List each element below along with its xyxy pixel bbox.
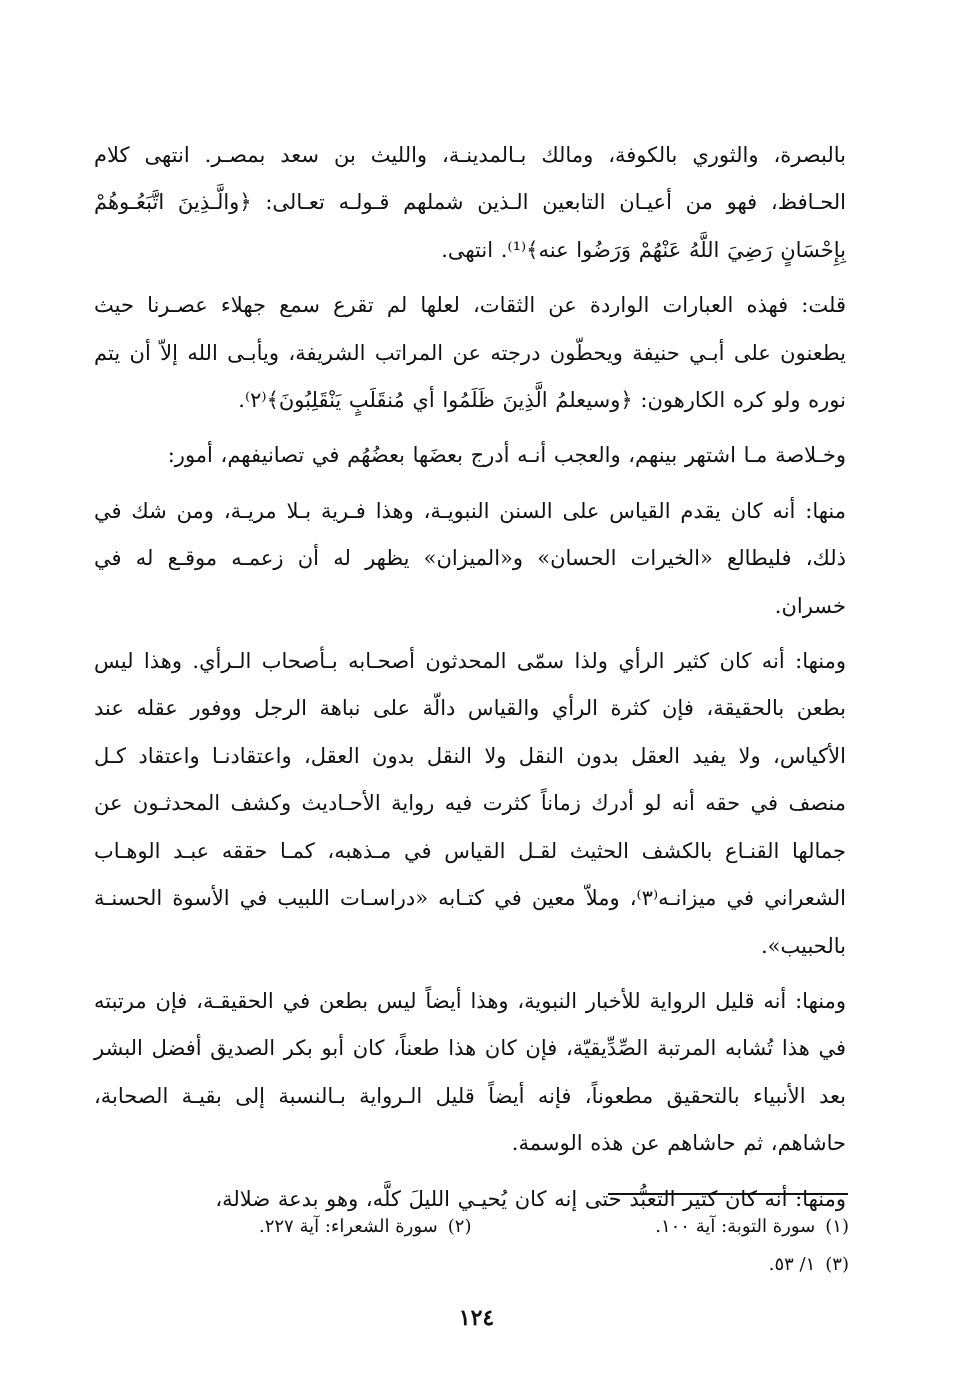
paragraph-5: ومنها: أنه كان كثير الرأي ولذا سمّى المحدثون أصحـابه بـأصحاب الـرأي. وهذا ليس بطعن بالحقيقة، فإن كثرة الرأي والقياس دالّة على نباهة الرجل ووفور عقله عند الأكياس، ولا يفيد العقل بدون النقل ولا النقل بدون العقل، واعتقادنـا واعتقاد كـل منصف في حقه أنه لو أدرك زماناً كثرت فيه رواية الأحـاديث وكشف المحدثـون عن جمالها القنـاع بالكشف الحثيث لقـل القياس في مـذهبه، كمـا حققه عبـد الوهـاب الشعراني في ميزانـه⁽٣⁾، وملاّ معين في كتـابه «دراسـات اللبيب في الأسوة الحسنـة بالحبيب». bbox=[94, 649, 846, 958]
footnote-row bbox=[94, 1208, 849, 1246]
paragraph-1: بالبصرة، والثوري بالكوفة، ومالك بـالمدينـة، والليث بن سعد بمصـر. انتهى كلام الحـافظ، فهو من أعيـان التابعين الـذين شملهم قـولـه تعـالى: ﴿والَّـذِينَ اتَّبَعُـوهُمْ بِإِحْسَانٍ رَضِيَ اللَّهُ عَنْهُمْ وَرَضُوا عنه﴾⁽¹⁾. انتهى. bbox=[94, 143, 846, 262]
paragraph-4: منها: أنه كان يقدم القياس على السنن النبويـة، وهذا فـرية بـلا مريـة، ومن شك في ذلك، فليطالع «الخيرات الحسان» و«الميزان» يظهر له أن زعمـه موقـع له في خسران. bbox=[94, 498, 846, 618]
footnote-number: (٢) bbox=[447, 1216, 472, 1237]
paragraph-3: وخـلاصة مـا اشتهر بينهم، والعجب أنـه أدرج بعضَها بعضُهُم في تصانيفهم، أمور: bbox=[167, 443, 846, 468]
footnote-number: (٣) bbox=[825, 1254, 849, 1275]
footnote-text: ١/ ٥٣. bbox=[768, 1254, 816, 1275]
footnote-row bbox=[94, 1246, 849, 1284]
footnote-2 bbox=[94, 1208, 472, 1246]
paragraph-2: قلت: فهذه العبارات الواردة عن الثقات، لعلها لم تقرع سمع جهلاء عصـرنا حيث يطعنون على أبـي حنيفة ويحطّون درجته عن المراتب الشريفة، ويأبـى الله إلاّ أن يتم نوره ولو كره الكارهون: ﴿وسيعلمُ الَّذِينَ ظَلَمُوا أي مُنقَلَبٍ يَنْقَلِبُونَ﴾⁽٢⁾. bbox=[94, 293, 846, 413]
main-text bbox=[94, 132, 846, 1223]
footnote-text: سورة الشعراء: آية ٢٢٧. bbox=[258, 1216, 438, 1237]
footnote-3 bbox=[469, 1246, 849, 1284]
footnotes bbox=[94, 1208, 849, 1284]
footnote-1 bbox=[472, 1208, 850, 1246]
paragraph-7: ومنها: أنه كان كثير التعبُّد حتى إنه كان يُحيـي الليلَ كلَّه، وهو بدعة ضلالة، bbox=[215, 1186, 846, 1211]
page-number: ١٢٤ bbox=[458, 1305, 495, 1331]
footnote-number: (١) bbox=[825, 1216, 849, 1237]
footnote-text: سورة التوبة: آية ١٠٠. bbox=[655, 1216, 816, 1237]
paragraph-6: ومنها: أنه قليل الرواية للأخبار النبوية، وهذا أيضاً ليس بطعن في الحقيقـة، فإن مرتبته في هذا تُشابه المرتبة الصِّدِّيقيّة، فإن كان هذا طعناً، كان أبو بكر الصديق أفضل البشر بعد الأنبياء بالتحقيق مطعوناً، فإنه أيضاً قليل الـرواية بـالنسبة إلى بقيـة الصحابة، حاشاهم، ثم حاشاهم عن هذه الوسمة. bbox=[94, 988, 846, 1156]
footnote-divider bbox=[608, 1193, 848, 1195]
